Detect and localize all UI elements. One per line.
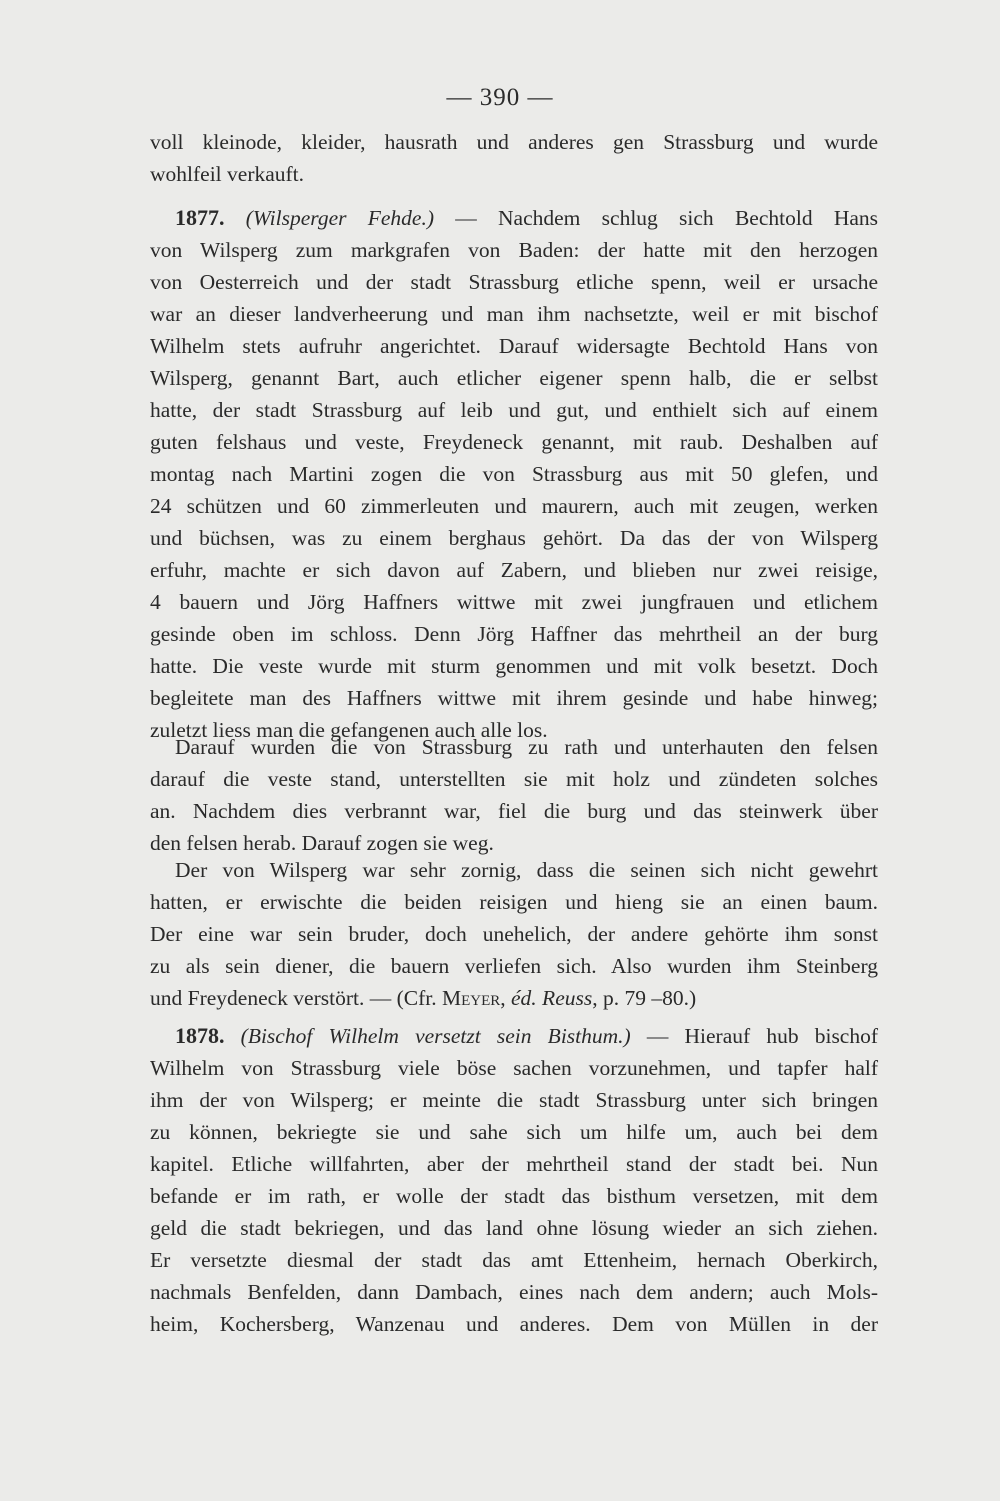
text-line: gesinde oben im schloss. Denn Jörg Haffner das mehrtheil an der burg <box>150 622 878 646</box>
text-line: war an dieser landverheerung und man ihm nachsetzte, weil er mit bischof <box>150 302 878 326</box>
entry-year: 1878. <box>175 1023 225 1048</box>
text-line: den felsen herab. Darauf zogen sie weg. <box>150 831 494 855</box>
citation-author: Meyer <box>441 986 501 1010</box>
text-line: und büchsen, was zu einem berghaus gehört. Da das der von Wilsperg <box>150 526 878 550</box>
text-line: geld die stadt bekriegen, und das land ohne lösung wieder an sich ziehen. <box>150 1216 878 1240</box>
entry-text-start: — Hierauf hub bischof <box>646 1024 879 1048</box>
citation-pages: , p. 79 –80.) <box>592 986 697 1010</box>
paragraph-continuation <box>150 126 878 190</box>
text-line: wohlfeil verkauft. <box>150 162 305 186</box>
text-line: von Wilsperg zum markgrafen von Baden: der hatte mit den herzogen <box>150 238 878 262</box>
text-line: zuletzt liess man die gefangenen auch alle los. <box>150 718 548 742</box>
text-line: hatte, der stadt Strassburg auf leib und gut, und enthielt sich auf einem <box>150 398 878 422</box>
text-line: hatte. Die veste wurde mit sturm genommen und mit volk besetzt. Doch <box>150 654 878 678</box>
paragraph <box>150 731 878 859</box>
text-line: Wilhelm von Strassburg viele böse sachen vorzunehmen, und tapfer half <box>150 1056 878 1080</box>
entry-text-start: — Nachdem schlug sich Bechtold Hans <box>455 206 879 230</box>
entry-1877 <box>150 202 878 746</box>
entry-heading: (Wilsperger Fehde.) <box>245 206 434 230</box>
text-line: montag nach Martini zogen die von Strassburg aus mit 50 glefen, und <box>150 462 878 486</box>
text-line: zu können, bekriegte sie und sahe sich um hilfe um, auch bei dem <box>150 1120 878 1144</box>
text-line: 24 schützen und 60 zimmerleuten und maurern, auch mit zeugen, werken <box>150 494 878 518</box>
citation-text: und Freydeneck verstört. — (Cfr. <box>150 986 437 1010</box>
text-line: Der eine war sein bruder, doch unehelich, der andere gehörte ihm sonst <box>150 922 878 946</box>
entry-first-line <box>150 1020 878 1052</box>
text-line: erfuhr, machte er sich davon auf Zabern, und blieben nur zwei reisige, <box>150 558 878 582</box>
paragraph <box>150 854 878 1014</box>
text-line: hatten, er erwischte die beiden reisigen und hieng sie an einen baum. <box>150 890 878 914</box>
text-line: voll kleinode, kleider, hausrath und anderes gen Strassburg und wurde <box>150 130 878 154</box>
text-line: zu als sein diener, die bauern verliefen sich. Also wurden ihm Steinberg <box>150 954 878 978</box>
entry-heading: (Bischof Wilhelm versetzt sein Bisthum.) <box>240 1024 631 1048</box>
text-line: von Oesterreich und der stadt Strassburg etliche spenn, weil er ursache <box>150 270 878 294</box>
citation-separator: , <box>500 986 512 1010</box>
citation-edition: éd. Reuss <box>511 986 593 1010</box>
text-line: befande er im rath, er wolle der stadt das bisthum versetzen, mit dem <box>150 1184 878 1208</box>
entry-year: 1877. <box>175 205 225 230</box>
text-line: Der von Wilsperg war sehr zornig, dass die seinen sich nicht gewehrt <box>175 858 878 882</box>
entry-1878 <box>150 1020 878 1340</box>
text-line: an. Nachdem dies verbrannt war, fiel die burg und das steinwerk über <box>150 799 878 823</box>
text-line: guten felshaus und veste, Freydeneck genannt, mit raub. Deshalben auf <box>150 430 878 454</box>
text-line: Darauf wurden die von Strassburg zu rath und unterhauten den felsen <box>175 735 878 759</box>
text-line: kapitel. Etliche willfahrten, aber der mehrtheil stand der stadt bei. Nun <box>150 1152 878 1176</box>
text-line: Wilsperg, genannt Bart, auch etlicher eigener spenn halb, die er selbst <box>150 366 878 390</box>
text-line: 4 bauern und Jörg Haffners wittwe mit zwei jungfrauen und etlichem <box>150 590 878 614</box>
text-line: begleitete man des Haffners wittwe mit ihrem gesinde und habe hinweg; <box>150 686 878 710</box>
text-line: darauf die veste stand, unterstellten sie mit holz und zündeten solches <box>150 767 878 791</box>
text-line: nachmals Benfelden, dann Dambach, eines nach dem andern; auch Mols- <box>150 1280 878 1304</box>
text-line: Wilhelm stets aufruhr angerichtet. Darauf widersagte Bechtold Hans von <box>150 334 878 358</box>
text-line: heim, Kochersberg, Wanzenau und anderes. Dem von Müllen in der <box>150 1312 878 1336</box>
text-line: Er versetzte diesmal der stadt das amt Ettenheim, hernach Oberkirch, <box>150 1248 878 1272</box>
page-number: — 390 — <box>446 84 554 111</box>
citation-line <box>150 982 878 1014</box>
text-line: ihm der von Wilsperg; er meinte die stadt Strassburg unter sich bringen <box>150 1088 878 1112</box>
entry-first-line <box>150 202 878 234</box>
